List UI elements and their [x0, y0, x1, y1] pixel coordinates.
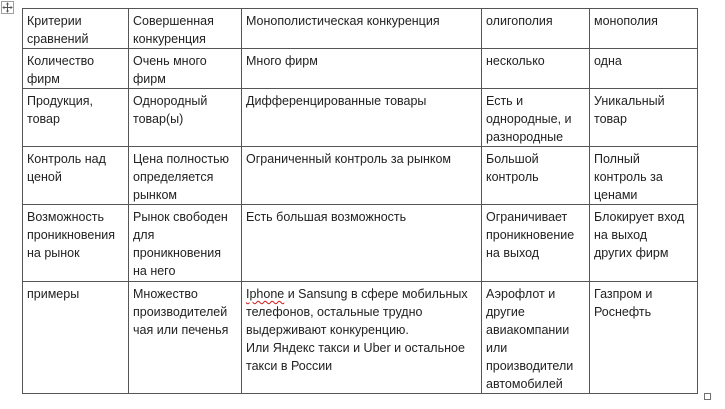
cell-text-line: Количество [27, 54, 95, 68]
cell-text-line: товар [27, 112, 60, 126]
cell-text-line: одна [594, 54, 622, 68]
cell-text-line: несколько [486, 54, 545, 68]
cell-text-line: товар(ы) [133, 112, 184, 126]
table-cell[interactable] [242, 205, 482, 282]
table-header-row [23, 9, 698, 49]
cell-text-line: Дифференцированные товары [246, 94, 427, 108]
table-cell[interactable] [23, 49, 129, 89]
comparison-table [22, 8, 698, 394]
cell-text-line: фирм [133, 72, 166, 86]
table-cell[interactable] [129, 205, 242, 282]
cell-text-line: автомобилей [486, 377, 563, 391]
table-cell[interactable] [242, 147, 482, 205]
cell-text-line: проникновения [133, 246, 221, 260]
cell-text-line: авиакомпании [486, 323, 570, 337]
table-cell[interactable] [23, 89, 129, 147]
cell-text-line: олигополия [486, 14, 553, 28]
cell-text-line: сравнений [27, 32, 89, 46]
cell-text-line: на выход [594, 228, 648, 242]
cell-text-line: Блокирует вход [594, 210, 685, 224]
cell-text-line: Есть и [486, 94, 524, 108]
table-cell[interactable] [23, 282, 129, 394]
cell-text-line: Iphone и Sansung в сфере мобильных [246, 287, 468, 301]
cell-text-line: проникновения [27, 228, 115, 242]
table-cell[interactable] [242, 282, 482, 394]
cell-text-line: Большой [486, 152, 539, 166]
cell-text-line: Очень много [133, 54, 207, 68]
table-cell[interactable] [590, 205, 698, 282]
cell-text-line: Критерии [27, 14, 82, 28]
cell-text-line: рынком [133, 188, 177, 202]
cell-text-line: конкуренция [133, 32, 206, 46]
cell-text-line: на рынок [27, 246, 80, 260]
cell-text-line: Продукция, [27, 94, 94, 108]
cell-text-line: примеры [27, 287, 80, 301]
cell-text-line: Роснефть [594, 305, 652, 319]
cell-text-line: других фирм [594, 246, 669, 260]
cell-text-line: чая или печенья [133, 323, 229, 337]
table-cell[interactable] [242, 49, 482, 89]
cell-text-line: контроль за [594, 170, 663, 184]
cell-text-line: Или Яндекс такси и Uber и остальное [246, 341, 465, 355]
table-cell[interactable] [590, 89, 698, 147]
cell-text-line: Ограничивает [486, 210, 568, 224]
cell-text-line: Контроль над [27, 152, 106, 166]
cell-text-line: Полный [594, 152, 640, 166]
table-header-cell[interactable] [482, 9, 590, 49]
cell-text-line: Множество [133, 287, 198, 301]
cell-text-line: выдерживают конкуренцию. [246, 323, 409, 337]
table-cell[interactable] [129, 89, 242, 147]
cell-text-line: Совершенная [133, 14, 214, 28]
cell-text-line: для [133, 228, 155, 242]
cell-text-line: такси в России [246, 359, 333, 373]
table-cell[interactable] [590, 49, 698, 89]
table-row [23, 282, 698, 394]
cell-text-line: Ограниченный контроль за рынком [246, 152, 452, 166]
cell-text-line: монополия [594, 14, 658, 28]
table-cell[interactable] [482, 89, 590, 147]
cell-text-line: определяется [133, 170, 214, 184]
cell-text-line: товар [594, 112, 627, 126]
cell-text-line: другие [486, 305, 525, 319]
table-row [23, 89, 698, 147]
table-cell[interactable] [129, 49, 242, 89]
table-cell[interactable] [482, 282, 590, 394]
table-row [23, 49, 698, 89]
table-cell[interactable] [482, 205, 590, 282]
cell-text-line: на выход [486, 246, 540, 260]
cell-text-line: проникновение [486, 228, 575, 242]
cell-text-line: Есть большая возможность [246, 210, 407, 224]
table-cell[interactable] [482, 49, 590, 89]
cell-text-line: Монополистическая конкуренция [246, 14, 440, 28]
table-cell[interactable] [242, 89, 482, 147]
table-cell[interactable] [23, 205, 129, 282]
cell-text-line: телефонов, остальные трудно [246, 305, 423, 319]
cell-text-line: контроль [486, 170, 539, 184]
cell-text-line: Аэрофлот и [486, 287, 556, 301]
table-cell[interactable] [590, 282, 698, 394]
cell-text-line: фирм [27, 72, 60, 86]
cell-text-line: Рынок свободен [133, 210, 228, 224]
cell-text-line: Цена полностью [133, 152, 229, 166]
cell-text-line: Газпром и [594, 287, 653, 301]
cell-text-line: или [486, 341, 508, 355]
table-cell[interactable] [129, 282, 242, 394]
table-cell[interactable] [482, 147, 590, 205]
cell-text-line: ценами [594, 188, 638, 202]
move-arrows-icon [2, 2, 13, 13]
table-cell[interactable] [590, 147, 698, 205]
table-row [23, 147, 698, 205]
table-header-cell[interactable] [129, 9, 242, 49]
table-move-handle[interactable] [1, 1, 14, 14]
table-row [23, 205, 698, 282]
cell-text-line: на него [133, 264, 176, 278]
cell-text-line: Много фирм [246, 54, 318, 68]
cell-text-line: разнородные [486, 130, 564, 144]
cell-text-line: однородные, и [486, 112, 572, 126]
cell-text-line: ценой [27, 170, 62, 184]
table-resize-handle[interactable] [704, 393, 711, 400]
table-cell[interactable] [129, 147, 242, 205]
cell-text-line: Уникальный [594, 94, 665, 108]
cell-text-line: производителей [133, 305, 228, 319]
table-header-cell[interactable] [23, 9, 129, 49]
table-header-cell[interactable] [590, 9, 698, 49]
cell-text-line: Однородный [133, 94, 208, 108]
table-header-cell[interactable] [242, 9, 482, 49]
cell-text-line: Возможность [27, 210, 104, 224]
table-cell[interactable] [23, 147, 129, 205]
cell-text-line: производители [486, 359, 574, 373]
